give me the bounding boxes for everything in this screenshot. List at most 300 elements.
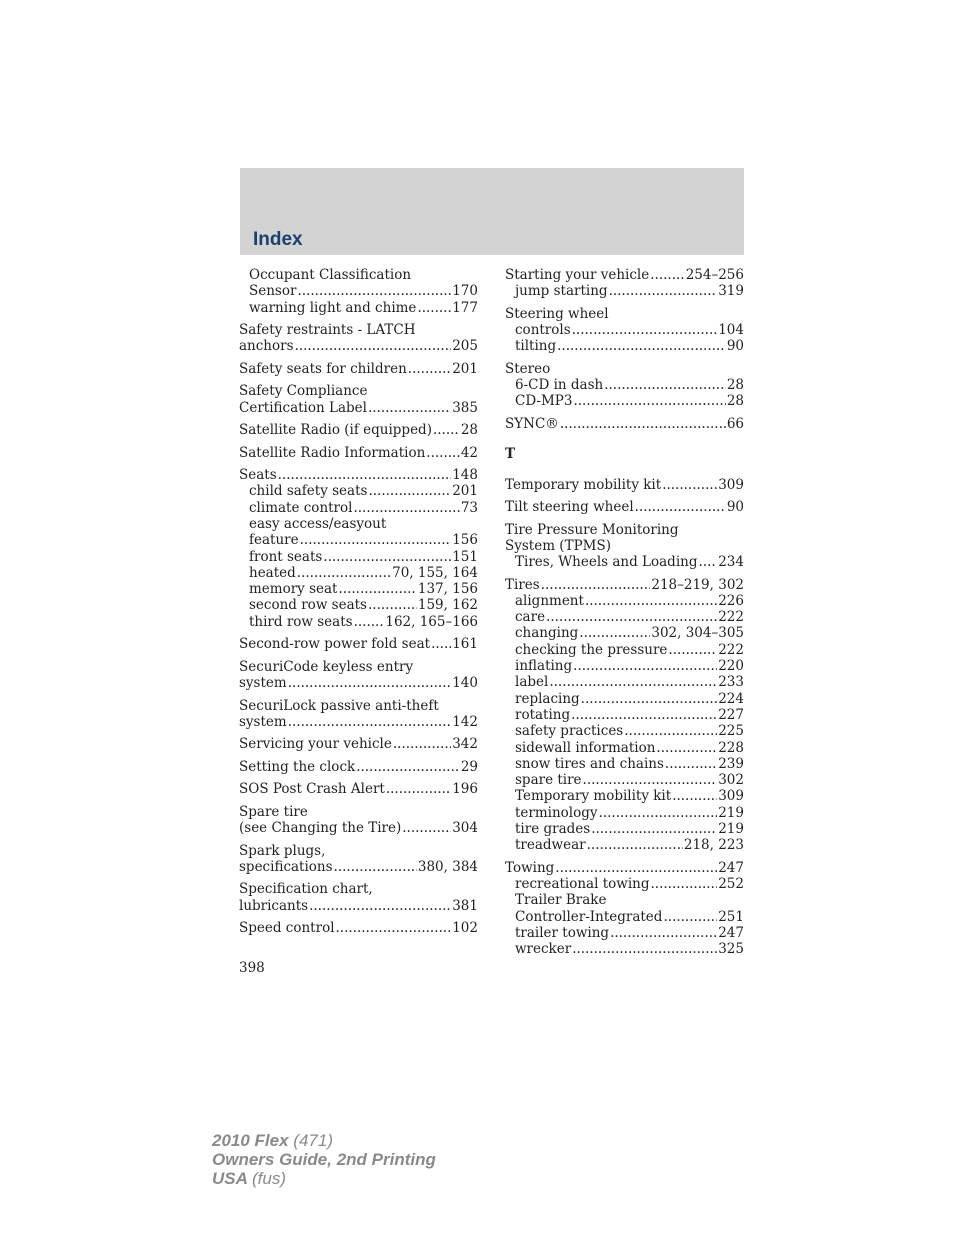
page-number: 398 xyxy=(239,960,265,976)
entry-term: CD-MP3 xyxy=(515,393,573,410)
entry-page-ref: 222 xyxy=(718,609,744,626)
index-entry-group xyxy=(239,881,478,914)
index-entry xyxy=(239,383,478,399)
index-entry xyxy=(239,659,478,675)
index-subentry xyxy=(239,532,478,548)
index-entry-group xyxy=(505,361,744,410)
index-entry-group xyxy=(239,445,478,461)
entry-term: jump starting xyxy=(515,283,608,300)
entry-page-ref: 162, 165–166 xyxy=(385,613,478,630)
entry-term: (see Changing the Tire) xyxy=(239,820,402,837)
dot-leader xyxy=(650,876,717,892)
index-entry xyxy=(239,698,478,714)
entry-page-ref: 302 xyxy=(718,772,744,789)
entry-term: Trailer Brake xyxy=(515,892,607,909)
entry-page-ref: 29 xyxy=(460,758,478,775)
entry-term: Stereo xyxy=(505,360,551,377)
entry-term: Spare tire xyxy=(239,803,308,820)
index-entry-group xyxy=(239,804,478,837)
footer-publication-info xyxy=(212,1131,436,1188)
page-title: Index xyxy=(253,229,303,250)
dot-leader xyxy=(356,759,460,775)
entry-term: specifications xyxy=(239,858,333,875)
index-entry xyxy=(239,714,478,730)
dot-leader xyxy=(572,941,717,957)
dot-leader xyxy=(609,283,718,299)
index-subentry xyxy=(505,821,744,837)
dot-leader xyxy=(368,597,417,613)
entry-page-ref: 254–256 xyxy=(685,267,744,283)
dot-leader xyxy=(336,920,452,936)
entry-term: Spark plugs, xyxy=(239,842,326,859)
index-column-right xyxy=(505,267,744,964)
dot-leader xyxy=(650,267,684,283)
index-entry xyxy=(239,736,478,752)
entry-term: Second-row power fold seat xyxy=(239,636,431,653)
entry-term: easy access/easyout xyxy=(249,515,387,532)
entry-term: memory seat xyxy=(249,581,338,598)
entry-page-ref: 28 xyxy=(726,393,744,410)
index-entry-group xyxy=(239,467,478,630)
entry-term: Specification chart, xyxy=(239,881,373,898)
entry-page-ref: 304 xyxy=(452,820,478,837)
index-entry-group xyxy=(505,499,744,515)
entry-term: Safety restraints - LATCH xyxy=(239,322,416,339)
dot-leader xyxy=(297,283,451,299)
entry-page-ref: 219 xyxy=(718,804,744,821)
entry-term: sidewall information xyxy=(515,739,656,756)
dot-leader xyxy=(662,477,717,493)
entry-term: tire grades xyxy=(515,821,591,838)
entry-page-ref: 161 xyxy=(452,636,478,653)
entry-page-ref: 177 xyxy=(452,299,478,316)
dot-leader xyxy=(599,805,718,821)
entry-page-ref: 342 xyxy=(452,736,478,753)
dot-leader xyxy=(323,549,451,565)
entry-page-ref: 70, 155, 164 xyxy=(392,564,478,581)
index-entry-group xyxy=(505,416,744,432)
index-entry-group xyxy=(239,267,478,316)
entry-page-ref: 104 xyxy=(718,322,744,339)
dot-leader xyxy=(402,820,451,836)
entry-term: Tires, Wheels and Loading xyxy=(515,554,698,571)
index-entry xyxy=(505,577,744,593)
entry-term: warning light and chime xyxy=(249,299,417,316)
entry-page-ref: 325 xyxy=(718,941,744,958)
entry-page-ref: 302, 304–305 xyxy=(651,625,744,642)
index-subentry xyxy=(505,393,744,409)
index-subentry xyxy=(239,614,478,630)
index-entry xyxy=(239,859,478,875)
dot-leader xyxy=(295,338,452,354)
index-subentry xyxy=(505,658,744,674)
index-entry-group xyxy=(239,636,478,652)
entry-term: Certification Label xyxy=(239,399,367,416)
dot-leader xyxy=(604,377,726,393)
entry-term: Seats xyxy=(239,467,277,484)
entry-term: feature xyxy=(249,532,299,549)
entry-term: Occupant Classification xyxy=(249,267,412,283)
entry-term: Temporary mobility kit xyxy=(505,476,662,493)
dot-leader xyxy=(585,593,717,609)
dot-leader xyxy=(300,532,452,548)
index-entry-group xyxy=(239,759,478,775)
index-entry xyxy=(239,322,478,338)
entry-page-ref: 102 xyxy=(452,920,478,937)
dot-leader xyxy=(353,500,459,516)
dot-leader xyxy=(665,756,717,772)
index-subentry xyxy=(239,500,478,516)
entry-page-ref: 218–219, 302 xyxy=(651,576,744,593)
index-subentry xyxy=(505,805,744,821)
dot-leader xyxy=(368,483,451,499)
index-entry xyxy=(239,781,478,797)
entry-page-ref: 90 xyxy=(726,338,744,355)
footer-line-region xyxy=(212,1169,436,1188)
index-subentry xyxy=(505,377,744,393)
dot-leader xyxy=(610,925,717,941)
dot-leader xyxy=(573,393,725,409)
entry-page-ref: 137, 156 xyxy=(417,581,478,598)
entry-page-ref: 201 xyxy=(452,360,478,377)
entry-term: tilting xyxy=(515,338,557,355)
entry-term: changing xyxy=(515,625,579,642)
index-entry xyxy=(505,477,744,493)
index-subentry xyxy=(239,549,478,565)
index-entry xyxy=(239,338,478,354)
index-entry-group xyxy=(239,422,478,438)
index-subentry xyxy=(505,837,744,853)
entry-term: checking the pressure xyxy=(515,641,668,658)
index-entry xyxy=(239,422,478,438)
index-entry xyxy=(239,898,478,914)
entry-term: label xyxy=(515,674,549,691)
entry-term: Satellite Radio Information xyxy=(239,444,426,461)
entry-term: Steering wheel xyxy=(505,305,609,322)
entry-page-ref: 73 xyxy=(460,499,478,516)
index-subentry xyxy=(505,283,744,299)
entry-page-ref: 309 xyxy=(718,476,744,493)
dot-leader xyxy=(549,674,717,690)
index-entry xyxy=(239,881,478,897)
entry-term: system xyxy=(239,713,287,730)
entry-term: snow tires and chains xyxy=(515,755,664,772)
index-entry xyxy=(239,675,478,691)
index-subentry xyxy=(505,338,744,354)
index-column-right-top xyxy=(505,267,744,432)
dot-leader xyxy=(557,338,726,354)
footer-line-model xyxy=(212,1131,436,1150)
index-entry xyxy=(505,361,744,377)
entry-term: system xyxy=(239,675,287,692)
entry-term: safety practices xyxy=(515,723,624,740)
dot-leader xyxy=(624,723,717,739)
index-entry-group xyxy=(239,843,478,876)
index-entry-group xyxy=(239,920,478,936)
entry-term: controls xyxy=(515,322,571,339)
index-entry xyxy=(239,920,478,936)
dot-leader xyxy=(368,400,451,416)
index-subentry xyxy=(505,941,744,957)
entry-page-ref: 201 xyxy=(452,483,478,500)
entry-page-ref: 233 xyxy=(718,674,744,691)
dot-leader xyxy=(583,772,718,788)
index-subentry xyxy=(505,674,744,690)
index-subentry xyxy=(505,876,744,892)
index-entry xyxy=(239,843,478,859)
dot-leader xyxy=(663,909,717,925)
entry-term: third row seats xyxy=(249,613,353,630)
dot-leader xyxy=(572,322,718,338)
dot-leader xyxy=(386,781,451,797)
entry-term: trailer towing xyxy=(515,925,610,941)
index-column-right-bottom xyxy=(505,477,744,958)
index-subentry xyxy=(505,625,744,641)
dot-leader xyxy=(591,821,717,837)
dot-leader xyxy=(541,577,651,593)
dot-leader xyxy=(587,837,683,853)
entry-page-ref: 28 xyxy=(460,422,478,439)
entry-term: Satellite Radio (if equipped) xyxy=(239,422,432,439)
index-entry xyxy=(505,416,744,432)
entry-page-ref: 239 xyxy=(718,755,744,772)
entry-term: Sensor xyxy=(249,283,297,300)
index-subentry xyxy=(505,788,744,804)
entry-term: SecuriLock passive anti-theft xyxy=(239,697,439,714)
index-header-bar xyxy=(240,168,744,255)
entry-page-ref: 218, 223 xyxy=(683,837,744,854)
index-entry xyxy=(239,467,478,483)
entry-page-ref: 380, 384 xyxy=(417,858,478,875)
entry-page-ref: 385 xyxy=(452,399,478,416)
entry-page-ref: 159, 162 xyxy=(417,597,478,614)
entry-page-ref: 28 xyxy=(726,377,744,394)
dot-leader xyxy=(698,554,717,570)
entry-page-ref: 225 xyxy=(718,723,744,740)
entry-page-ref: 226 xyxy=(718,592,744,609)
dot-leader xyxy=(354,614,385,630)
entry-page-ref: 251 xyxy=(718,908,744,925)
entry-term: 6-CD in dash xyxy=(515,377,604,394)
index-entry xyxy=(505,860,744,876)
entry-page-ref: 247 xyxy=(718,859,744,876)
index-entry-group xyxy=(239,659,478,692)
entry-page-ref: 224 xyxy=(718,690,744,707)
index-subentry xyxy=(239,581,478,597)
index-subentry xyxy=(505,925,744,941)
entry-term: alignment xyxy=(515,592,584,609)
entry-page-ref: 252 xyxy=(718,876,744,893)
entry-term: Towing xyxy=(505,859,555,876)
dot-leader xyxy=(668,642,717,658)
entry-page-ref: 170 xyxy=(452,283,478,300)
index-entry-group xyxy=(239,361,478,377)
index-subentry xyxy=(239,597,478,613)
index-subentry xyxy=(505,554,744,570)
index-subentry xyxy=(505,593,744,609)
dot-leader xyxy=(579,625,650,641)
entry-term: Tires xyxy=(505,576,540,593)
dot-leader xyxy=(297,565,391,581)
dot-leader xyxy=(288,675,452,691)
index-subentry xyxy=(505,740,744,756)
entry-page-ref: 90 xyxy=(726,499,744,516)
index-entry-group xyxy=(505,860,744,958)
dot-leader xyxy=(393,736,451,752)
entry-term: Starting your vehicle xyxy=(505,267,650,283)
entry-page-ref: 142 xyxy=(452,713,478,730)
index-subentry xyxy=(505,772,744,788)
entry-term: Safety seats for children xyxy=(239,360,407,377)
dot-leader xyxy=(560,416,726,432)
index-entry xyxy=(239,361,478,377)
index-subentry xyxy=(505,322,744,338)
entry-page-ref: 227 xyxy=(718,706,744,723)
index-entry xyxy=(239,804,478,820)
index-entry-group xyxy=(505,522,744,571)
entry-page-ref: 196 xyxy=(452,781,478,798)
section-letter: T xyxy=(505,446,516,463)
index-subentry xyxy=(239,283,478,299)
index-entry xyxy=(239,400,478,416)
index-entry xyxy=(505,306,744,322)
entry-term: rotating xyxy=(515,706,571,723)
entry-term: Servicing your vehicle xyxy=(239,736,392,753)
entry-page-ref: 42 xyxy=(460,444,478,461)
entry-term: second row seats xyxy=(249,597,367,614)
index-subentry xyxy=(505,707,744,723)
entry-page-ref: 219 xyxy=(718,821,744,838)
entry-page-ref: 381 xyxy=(452,897,478,914)
index-entry xyxy=(239,759,478,775)
footer-guide: Owners Guide, 2nd Printing xyxy=(212,1150,436,1169)
index-entry xyxy=(505,267,744,283)
index-entry xyxy=(239,636,478,652)
footer-code: (471) xyxy=(293,1131,333,1150)
entry-term: climate control xyxy=(249,499,353,516)
entry-term: replacing xyxy=(515,690,580,707)
footer-model: 2010 Flex xyxy=(212,1131,289,1150)
entry-page-ref: 319 xyxy=(718,283,744,300)
index-entry-group xyxy=(239,781,478,797)
index-entry-group xyxy=(505,477,744,493)
dot-leader xyxy=(408,361,451,377)
entry-term: Tilt steering wheel xyxy=(505,499,634,516)
entry-term: SecuriCode keyless entry xyxy=(239,658,414,675)
index-subentry xyxy=(505,642,744,658)
entry-term: Controller-Integrated xyxy=(515,908,663,925)
dot-leader xyxy=(431,636,451,652)
index-subentry xyxy=(505,609,744,625)
entry-page-ref: 222 xyxy=(718,641,744,658)
dot-leader xyxy=(278,467,452,483)
index-entry-group xyxy=(239,698,478,731)
entry-page-ref: 66 xyxy=(726,415,744,432)
entry-term: Temporary mobility kit xyxy=(515,788,672,805)
dot-leader xyxy=(288,714,452,730)
entry-term: Speed control xyxy=(239,920,335,937)
entry-term: care xyxy=(515,609,546,626)
entry-page-ref: 234 xyxy=(718,554,744,571)
entry-page-ref: 220 xyxy=(718,658,744,675)
footer-region-code: (fus) xyxy=(252,1169,286,1188)
index-subentry xyxy=(505,756,744,772)
dot-leader xyxy=(555,860,717,876)
index-entry-group xyxy=(239,736,478,752)
entry-page-ref: 309 xyxy=(718,788,744,805)
dot-leader xyxy=(417,300,451,316)
index-entry-group xyxy=(239,322,478,355)
index-subentry xyxy=(505,723,744,739)
index-subentry xyxy=(239,267,478,283)
dot-leader xyxy=(571,707,717,723)
index-entry-group xyxy=(505,306,744,355)
index-subentry xyxy=(239,565,478,581)
entry-term: Setting the clock xyxy=(239,758,356,775)
index-subentry xyxy=(239,300,478,316)
entry-term: System (TPMS) xyxy=(505,537,612,554)
footer-region: USA xyxy=(212,1169,248,1188)
index-entry xyxy=(239,820,478,836)
index-entry-group xyxy=(505,577,744,854)
index-entry-group xyxy=(239,383,478,416)
dot-leader xyxy=(334,859,417,875)
entry-page-ref: 151 xyxy=(452,548,478,565)
dot-leader xyxy=(426,445,460,461)
dot-leader xyxy=(581,691,718,707)
dot-leader xyxy=(433,422,460,438)
index-entry xyxy=(239,445,478,461)
entry-page-ref: 140 xyxy=(452,675,478,692)
dot-leader xyxy=(573,658,717,674)
index-subentry xyxy=(505,691,744,707)
index-column-left xyxy=(239,267,478,943)
entry-term: wrecker xyxy=(515,941,572,958)
index-subentry xyxy=(239,516,478,532)
index-entry xyxy=(505,522,744,538)
entry-term: SYNC® xyxy=(505,415,559,432)
entry-page-ref: 205 xyxy=(452,338,478,355)
entry-term: recreational towing xyxy=(515,876,650,893)
dot-leader xyxy=(672,788,717,804)
dot-leader xyxy=(309,898,451,914)
entry-page-ref: 228 xyxy=(718,739,744,756)
entry-term: lubricants xyxy=(239,897,309,914)
dot-leader xyxy=(546,609,717,625)
entry-page-ref: 148 xyxy=(452,467,478,484)
entry-term: spare tire xyxy=(515,772,582,789)
entry-term: Tire Pressure Monitoring xyxy=(505,521,679,538)
entry-page-ref: 156 xyxy=(452,532,478,549)
entry-term: Safety Compliance xyxy=(239,383,368,400)
dot-leader xyxy=(635,499,726,515)
index-subentry xyxy=(239,483,478,499)
dot-leader xyxy=(338,581,416,597)
entry-term: terminology xyxy=(515,804,598,821)
dot-leader xyxy=(656,740,717,756)
index-entry xyxy=(505,499,744,515)
entry-term: SOS Post Crash Alert xyxy=(239,781,385,798)
entry-term: heated xyxy=(249,564,296,581)
index-subentry xyxy=(505,909,744,925)
entry-term: inflating xyxy=(515,658,573,675)
entry-term: front seats xyxy=(249,548,323,565)
entry-page-ref: 247 xyxy=(718,925,744,941)
entry-term: child safety seats xyxy=(249,483,368,500)
entry-term: anchors xyxy=(239,338,294,355)
index-entry xyxy=(505,538,744,554)
entry-term: treadwear xyxy=(515,837,586,854)
